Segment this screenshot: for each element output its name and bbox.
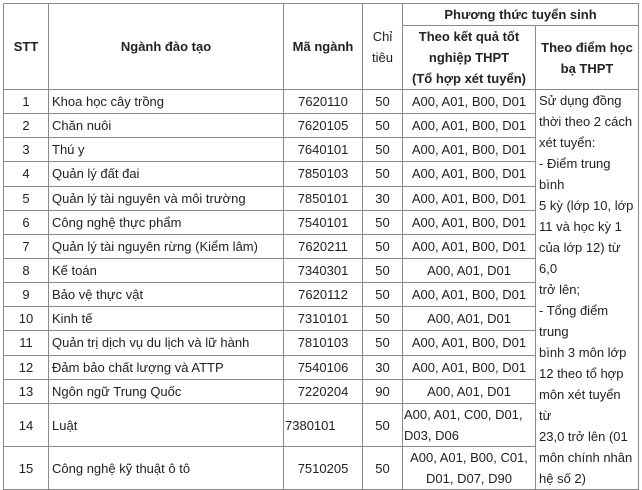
header-method-group: Phương thức tuyển sinh bbox=[403, 4, 639, 26]
cell-code: 7540101 bbox=[284, 210, 363, 234]
cell-quota: 50 bbox=[363, 283, 403, 307]
cell-combos: A00, A01, B00, D01 bbox=[403, 162, 536, 186]
cell-quota: 50 bbox=[363, 307, 403, 331]
cell-stt: 13 bbox=[4, 379, 49, 403]
cell-major: Luật bbox=[49, 404, 284, 447]
cell-major: Kế toán bbox=[49, 258, 284, 282]
cell-quota: 30 bbox=[363, 355, 403, 379]
cell-stt: 10 bbox=[4, 307, 49, 331]
header-quota: Chỉ tiêu bbox=[363, 4, 403, 90]
header-major: Ngành đào tạo bbox=[49, 4, 284, 90]
cell-quota: 50 bbox=[363, 162, 403, 186]
cell-combos: A00, A01, B00, D01 bbox=[403, 234, 536, 258]
cell-quota: 50 bbox=[363, 210, 403, 234]
cell-major: Bảo vệ thực vật bbox=[49, 283, 284, 307]
cell-combos: A00, A01, C00, D01, D03, D06 bbox=[403, 404, 536, 447]
cell-stt: 4 bbox=[4, 162, 49, 186]
cell-code: 7620110 bbox=[284, 90, 363, 114]
cell-major: Chăn nuôi bbox=[49, 114, 284, 138]
header-method-exam: Theo kết quả tốt nghiệp THPT (Tổ hợp xét tuyển) bbox=[403, 26, 536, 90]
cell-combos: A00, A01, B00, D01 bbox=[403, 186, 536, 210]
cell-major: Công nghệ kỹ thuật ô tô bbox=[49, 447, 284, 490]
cell-code: 7510205 bbox=[284, 447, 363, 490]
cell-stt: 15 bbox=[4, 447, 49, 490]
cell-code: 7620112 bbox=[284, 283, 363, 307]
header-code: Mã ngành bbox=[284, 4, 363, 90]
cell-combos: A00, A01, D01 bbox=[403, 258, 536, 282]
cell-quota: 50 bbox=[363, 447, 403, 490]
cell-major: Khoa học cây trồng bbox=[49, 90, 284, 114]
cell-quota: 50 bbox=[363, 258, 403, 282]
cell-combos: A00, A01, B00, C01, D01, D07, D90 bbox=[403, 447, 536, 490]
cell-quota: 90 bbox=[363, 379, 403, 403]
cell-code: 7340301 bbox=[284, 258, 363, 282]
cell-stt: 14 bbox=[4, 404, 49, 447]
cell-combos: A00, A01, B00, D01 bbox=[403, 210, 536, 234]
cell-combos: A00, A01, B00, D01 bbox=[403, 138, 536, 162]
cell-combos: A00, A01, B00, D01 bbox=[403, 114, 536, 138]
cell-combos: A00, A01, B00, D01 bbox=[403, 355, 536, 379]
cell-stt: 12 bbox=[4, 355, 49, 379]
transcript-method-note: Sử dụng đồng thời theo 2 cách xét tuyển: - Điểm trung bình 5 kỳ (lớp 10, lớp 11 và học kỳ 1 của lớp 12) từ 6,0 trở lên; - Tổng điểm trung bình 3 môn lớp 12 theo tổ hợp môn xét tuyển từ 23,0 trở lên (01 môn chính nhân hệ số 2) bbox=[536, 90, 639, 490]
cell-code: 7310101 bbox=[284, 307, 363, 331]
cell-major: Đảm bảo chất lượng và ATTP bbox=[49, 355, 284, 379]
cell-combos: A00, A01, D01 bbox=[403, 307, 536, 331]
table-header bbox=[4, 4, 639, 90]
table-body bbox=[4, 90, 639, 490]
cell-code: 7220204 bbox=[284, 379, 363, 403]
header-method-transcript: Theo điểm học bạ THPT bbox=[536, 26, 639, 90]
cell-code: 7540106 bbox=[284, 355, 363, 379]
cell-quota: 50 bbox=[363, 234, 403, 258]
cell-combos: A00, A01, B00, D01 bbox=[403, 331, 536, 355]
cell-stt: 6 bbox=[4, 210, 49, 234]
cell-stt: 3 bbox=[4, 138, 49, 162]
cell-stt: 5 bbox=[4, 186, 49, 210]
cell-code: 7850103 bbox=[284, 162, 363, 186]
cell-code: 7380101 bbox=[284, 404, 363, 447]
cell-major: Quản lý tài nguyên và môi trường bbox=[49, 186, 284, 210]
cell-stt: 1 bbox=[4, 90, 49, 114]
cell-major: Quản lý đất đai bbox=[49, 162, 284, 186]
cell-code: 7810103 bbox=[284, 331, 363, 355]
cell-quota: 30 bbox=[363, 186, 403, 210]
cell-combos: A00, A01, D01 bbox=[403, 379, 536, 403]
cell-code: 7620211 bbox=[284, 234, 363, 258]
cell-code: 7640101 bbox=[284, 138, 363, 162]
cell-stt: 9 bbox=[4, 283, 49, 307]
table-row bbox=[4, 90, 639, 114]
cell-major: Quản trị dịch vụ du lịch và lữ hành bbox=[49, 331, 284, 355]
cell-major: Thú y bbox=[49, 138, 284, 162]
cell-combos: A00, A01, B00, D01 bbox=[403, 90, 536, 114]
cell-major: Kinh tế bbox=[49, 307, 284, 331]
cell-quota: 50 bbox=[363, 114, 403, 138]
cell-quota: 50 bbox=[363, 331, 403, 355]
cell-code: 7850101 bbox=[284, 186, 363, 210]
cell-stt: 7 bbox=[4, 234, 49, 258]
cell-quota: 50 bbox=[363, 404, 403, 447]
cell-stt: 2 bbox=[4, 114, 49, 138]
cell-major: Quản lý tài nguyên rừng (Kiểm lâm) bbox=[49, 234, 284, 258]
cell-major: Ngôn ngữ Trung Quốc bbox=[49, 379, 284, 403]
cell-quota: 50 bbox=[363, 138, 403, 162]
cell-quota: 50 bbox=[363, 90, 403, 114]
cell-stt: 8 bbox=[4, 258, 49, 282]
cell-code: 7620105 bbox=[284, 114, 363, 138]
cell-major: Công nghệ thực phẩm bbox=[49, 210, 284, 234]
cell-stt: 11 bbox=[4, 331, 49, 355]
admissions-table bbox=[3, 3, 639, 490]
header-stt: STT bbox=[4, 4, 49, 90]
cell-combos: A00, A01, B00, D01 bbox=[403, 283, 536, 307]
